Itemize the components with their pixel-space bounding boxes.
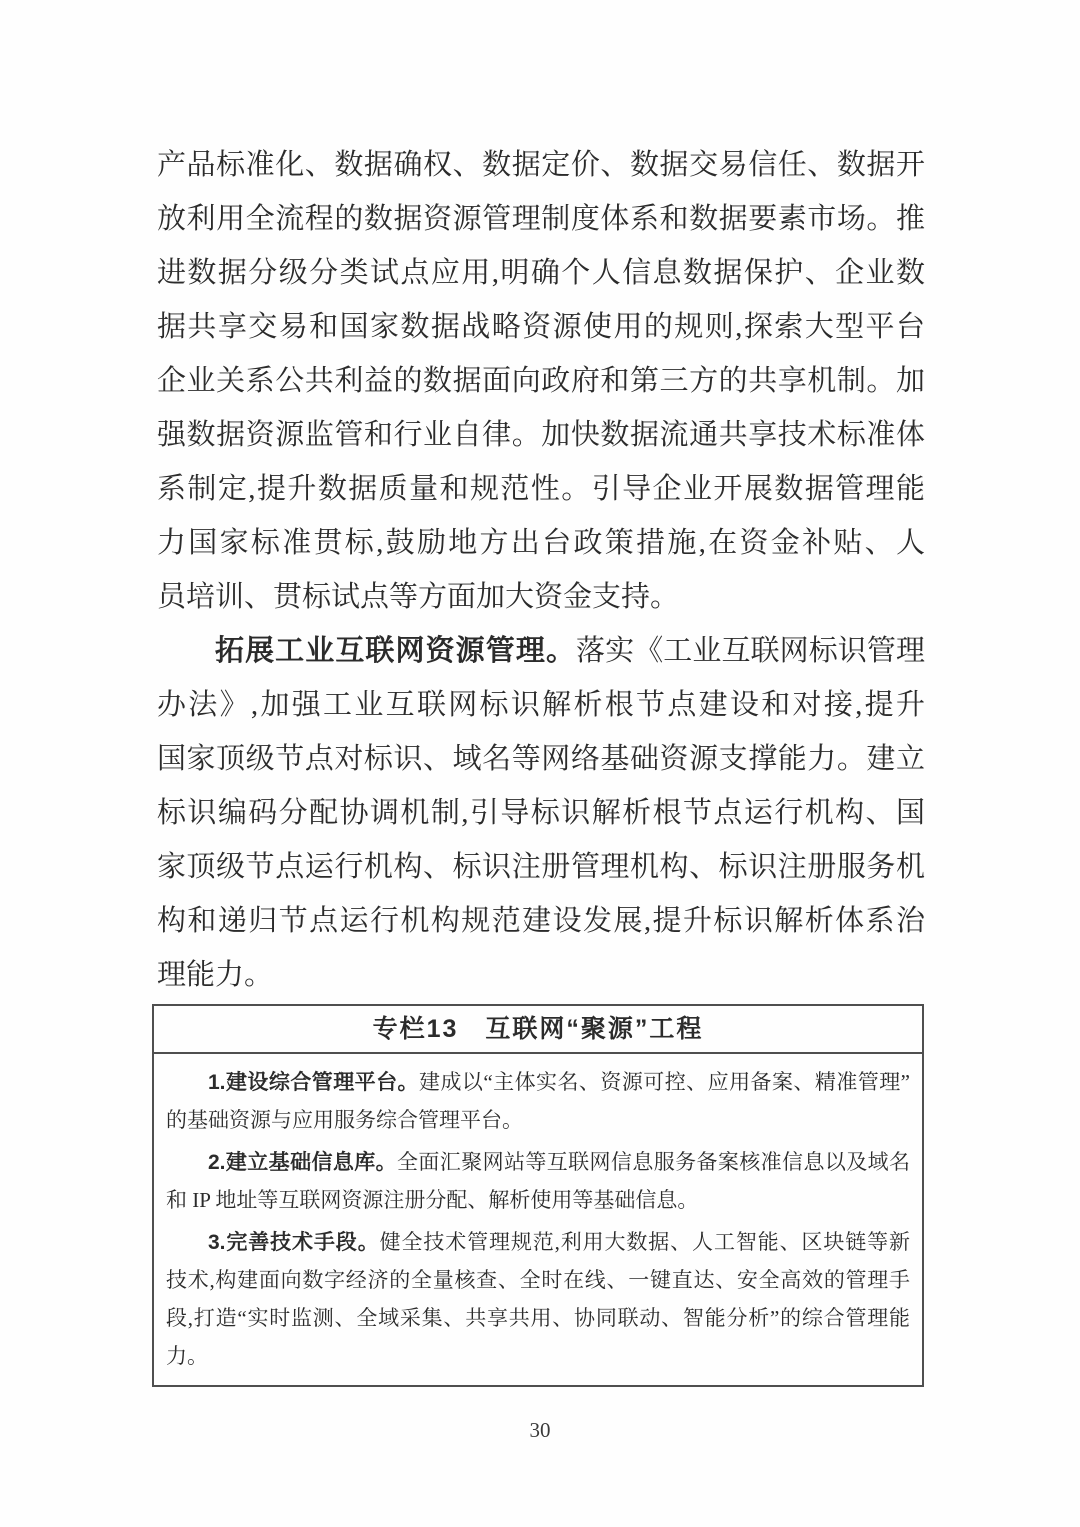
body-paragraph [157,138,925,624]
text-run: 健全技术管理规范,利用大数据、人工智能、区块链等新 [379,1230,910,1254]
text-line: 力。 [166,1344,208,1368]
item-lead: 3.完善技术手段。 [208,1231,380,1254]
text-line: 系制定,提升数据质量和规范性。引导企业开展数据管理能 [157,473,925,505]
text-run: 建成以“主体实名、资源可控、应用备案、精准管理” [419,1070,910,1094]
text-line: 段,打造“实时监测、全域采集、共享共用、协同联动、智能分析”的综合管理能 [166,1306,910,1330]
text-line: 产品标准化、数据确权、数据定价、数据交易信任、数据开 [157,149,925,181]
text-line: 强数据资源监管和行业自律。加快数据流通共享技术标准体 [157,419,925,451]
feature-box-item [166,1063,910,1139]
text-line [157,624,925,678]
text-line: 企业关系公共利益的数据面向政府和第三方的共享机制。加 [157,365,925,397]
feature-box-body [154,1054,922,1385]
text-line: 力国家标准贯标,鼓励地方出台政策措施,在资金补贴、人 [157,527,925,559]
paragraph-lead: 拓展工业互联网资源管理。 [215,635,577,667]
text-line: 家顶级节点运行机构、标识注册管理机构、标识注册服务机 [157,851,925,883]
text-line: 技术,构建面向数字经济的全量核查、全时在线、一键直达、安全高效的管理手 [166,1268,910,1292]
text-line: 员培训、贯标试点等方面加大资金支持。 [157,581,680,613]
text-line: 和 IP 地址等互联网资源注册分配、解析使用等基础信息。 [166,1188,699,1212]
text-line: 办法》,加强工业互联网标识解析根节点建设和对接,提升 [157,689,925,721]
text-line: 放利用全流程的数据资源管理制度体系和数据要素市场。推 [157,203,925,235]
page-number: 30 [529,1418,551,1442]
text-line: 国家顶级节点对标识、域名等网络基础资源支撑能力。建立 [157,743,925,775]
text-line: 构和递归节点运行机构规范建设发展,提升标识解析体系治 [157,905,925,937]
text-line [166,1063,910,1101]
text-line: 的基础资源与应用服务综合管理平台。 [166,1108,523,1132]
text-line: 理能力。 [157,959,274,991]
text-line [166,1223,910,1261]
item-lead: 1.建设综合管理平台。 [208,1071,420,1094]
text-line: 据共享交易和国家数据战略资源使用的规则,探索大型平台 [157,311,925,343]
text-run: 全面汇聚网站等互联网信息服务备案核准信息以及域名 [397,1150,910,1174]
body-paragraph [157,624,925,1002]
body-text [157,138,925,1002]
feature-box [152,1004,924,1387]
text-run: 落实《工业互联网标识管理 [576,635,925,667]
text-line [166,1143,910,1181]
text-line: 进数据分级分类试点应用,明确个人信息数据保护、企业数 [157,257,925,289]
feature-box-item [166,1143,910,1219]
item-lead: 2.建立基础信息库。 [208,1151,398,1174]
feature-box-title: 专栏13 互联网“聚源”工程 [154,1006,922,1054]
feature-box-item [166,1223,910,1375]
text-line: 标识编码分配协调机制,引导标识解析根节点运行机构、国 [157,797,925,829]
